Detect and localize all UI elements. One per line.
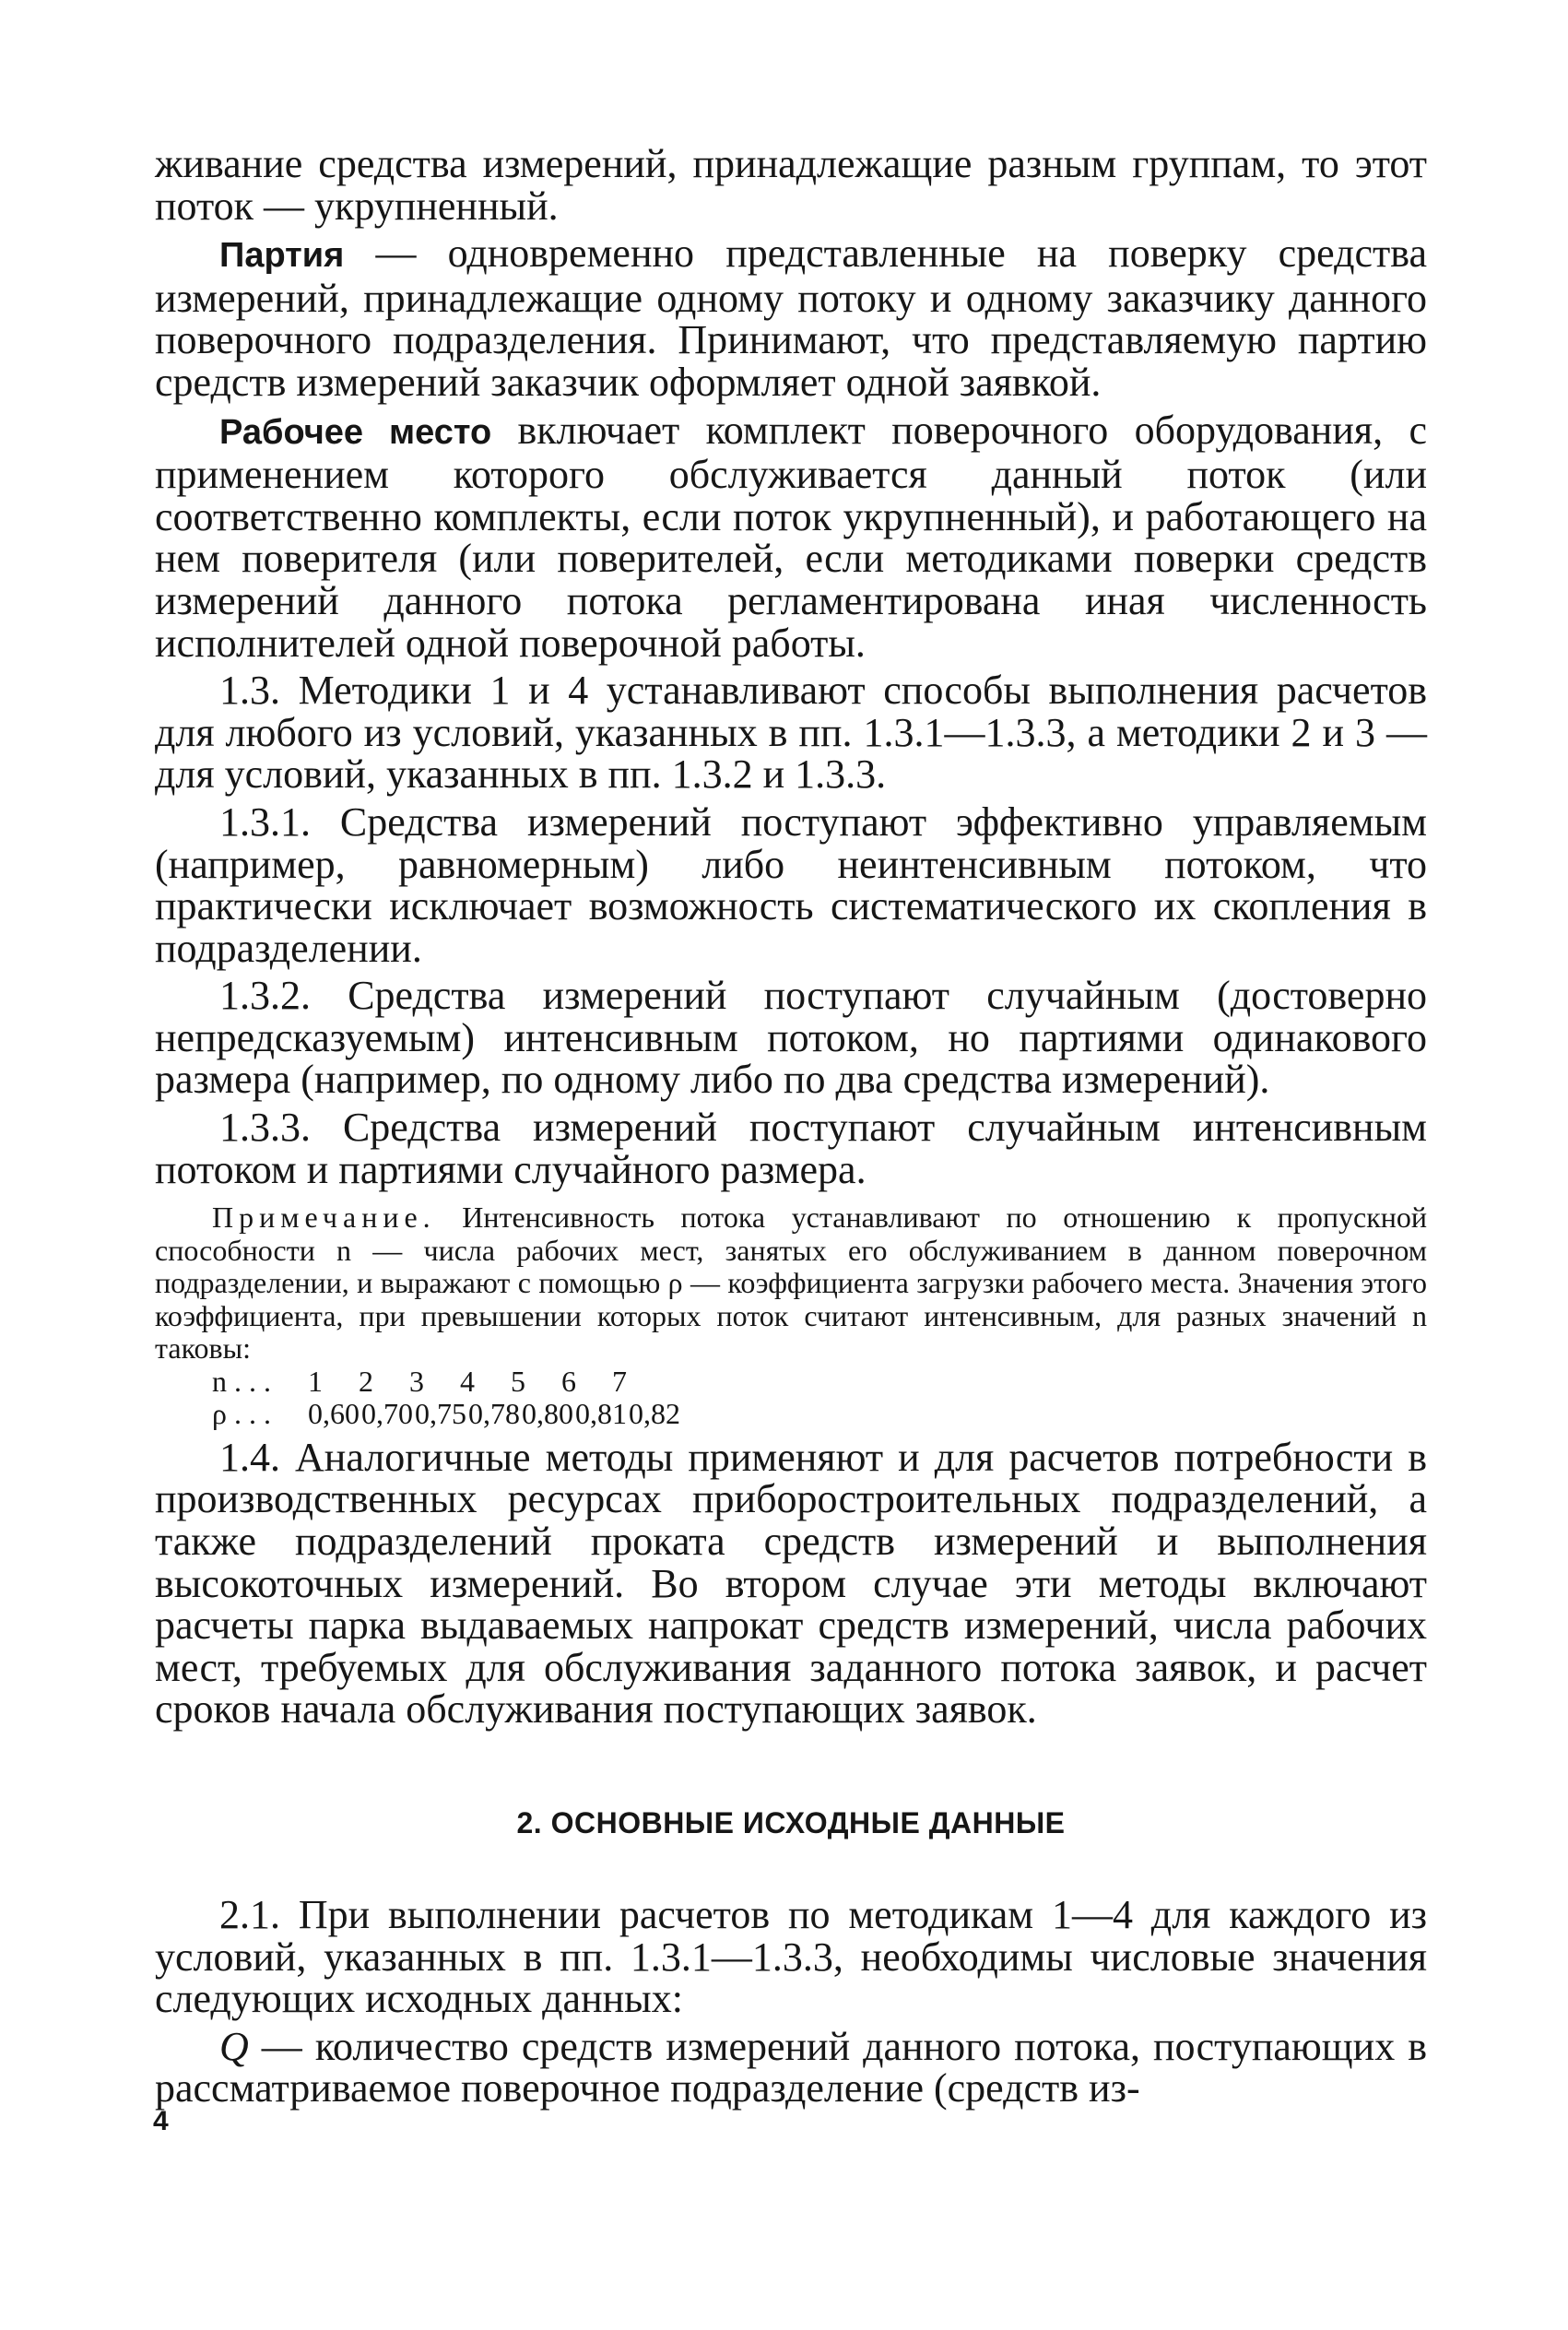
- note-paragraph: [155, 1201, 1427, 1366]
- paragraph-text: живание средства измерений, принадлежащие разным группам, то этот поток — укрупненный.: [155, 141, 1427, 229]
- rho-value: 0,82: [629, 1397, 680, 1431]
- rho-label: ρ . . .: [212, 1397, 271, 1431]
- document-page: [155, 143, 1427, 2110]
- note-block: [155, 1201, 1427, 1431]
- clause-text: 2.1. При выполнении расчетов по методикам 1—4 для каждого из условий, указанных в пп. 1.3.1—1.3.3, необходимы числовые значения следующих исходных данных:: [155, 1891, 1427, 2022]
- n-value: 2: [359, 1364, 373, 1398]
- n-value: 1: [308, 1364, 323, 1398]
- definition-text: — одновременно представленные на поверку средства измерений, принадлежащие одному потоку и одному заказчику данного поверочного подразделения. Принимают, что представляемую партию средств измерений заказчик оформляет одной заявкой.: [155, 231, 1427, 405]
- rho-value: 0,80: [522, 1397, 573, 1431]
- definition-workplace: [155, 409, 1427, 665]
- n-value: 5: [511, 1364, 525, 1398]
- rho-value: 0,81: [575, 1397, 627, 1431]
- clause-1-3-1: [155, 798, 1427, 971]
- clause-text: 1.4. Аналогичные методы применяют и для расчетов потребности в производственных ресурсах приборостроительных подразделений, а также подразделений проката средств измерений и выполнения высокоточных измерений. Во втором случае эти методы включают расчеты парка выдаваемых напрокат средств измерений, числа рабочих мест, требуемых для обслуживания заданного потока заявок, и расчет сроков начала обслуживания поступающих заявок.: [155, 1434, 1427, 1733]
- n-value: 6: [561, 1364, 576, 1398]
- clause-1-3-3: [155, 1106, 1427, 1190]
- note-text: Интенсивность потока устанавливают по отношению к пропускной способности n — числа рабочих мест, занятых его обслуживанием в данном поверочном подразделении, и выражают с помощью ρ — коэффициента загрузки рабочего места. Значения этого коэффициента, при превышении которых поток считают интенсивным, для разных значений n таковы:: [155, 1200, 1427, 1366]
- term-workplace: Рабочее место: [219, 412, 492, 452]
- definition-party: [155, 232, 1427, 403]
- rho-values-row: [155, 1398, 1427, 1431]
- rho-value: 0,70: [361, 1397, 413, 1431]
- n-label: n . . .: [212, 1364, 271, 1398]
- n-values-row: [155, 1366, 1427, 1399]
- clause-2-1: [155, 1891, 1427, 2022]
- rho-value: 0,78: [468, 1397, 520, 1431]
- clause-1-4: [155, 1434, 1427, 1733]
- rho-value: 0,75: [415, 1397, 466, 1431]
- clause-1-3: [155, 669, 1427, 796]
- clause-text: 1.3.2. Средства измерений поступают случайным (достоверно непредсказуемым) интенсивным потоком, но партиями одинакового размера (например, по одному либо по два средства измерений).: [155, 973, 1427, 1103]
- definition-text: — количество средств измерений данного потока, поступающих в рассматриваемое поверочное подразделение (средств из-: [155, 2023, 1427, 2111]
- clause-text: 1.3.1. Средства измерений поступают эффективно управляемым (например, равномерным) либо неинтенсивным потоком, что практически исключает возможность систематического их скопления в подразделении.: [155, 798, 1427, 971]
- section-heading: 2. ОСНОВНЫЕ ИСХОДНЫЕ ДАННЫЕ: [516, 1805, 1066, 1839]
- n-value: 3: [409, 1364, 424, 1398]
- term-party: Партия: [219, 236, 345, 276]
- rho-value: 0,60: [308, 1397, 360, 1431]
- clause-1-3-2: [155, 975, 1427, 1101]
- note-heading: Примечание.: [212, 1200, 436, 1235]
- symbol-q: Q: [219, 2023, 249, 2069]
- page-number: 4: [153, 2106, 169, 2136]
- paragraph-continuation: [155, 143, 1427, 227]
- variable-definition-q: [155, 2023, 1427, 2111]
- definition-text: включает комплект поверочного оборудования, с применением которого обслуживается данный поток (или соответственно комплекты, если поток укрупненный), и работающего на нем поверителя (или поверителей, если методиками поверки средств измерений данного потока регламентирована иная численность исполнителей одной поверочной работы.: [155, 407, 1427, 666]
- clause-text: 1.3.3. Средства измерений поступают случайным интенсивным потоком и партиями случайного размера.: [155, 1105, 1427, 1192]
- n-value: 7: [612, 1364, 627, 1398]
- clause-text: 1.3. Методики 1 и 4 устанавливают способы выполнения расчетов для любого из условий, указанных в пп. 1.3.1—1.3.3, а методики 2 и 3 — для условий, указанных в пп. 1.3.2 и 1.3.3.: [155, 668, 1427, 798]
- n-value: 4: [460, 1364, 475, 1398]
